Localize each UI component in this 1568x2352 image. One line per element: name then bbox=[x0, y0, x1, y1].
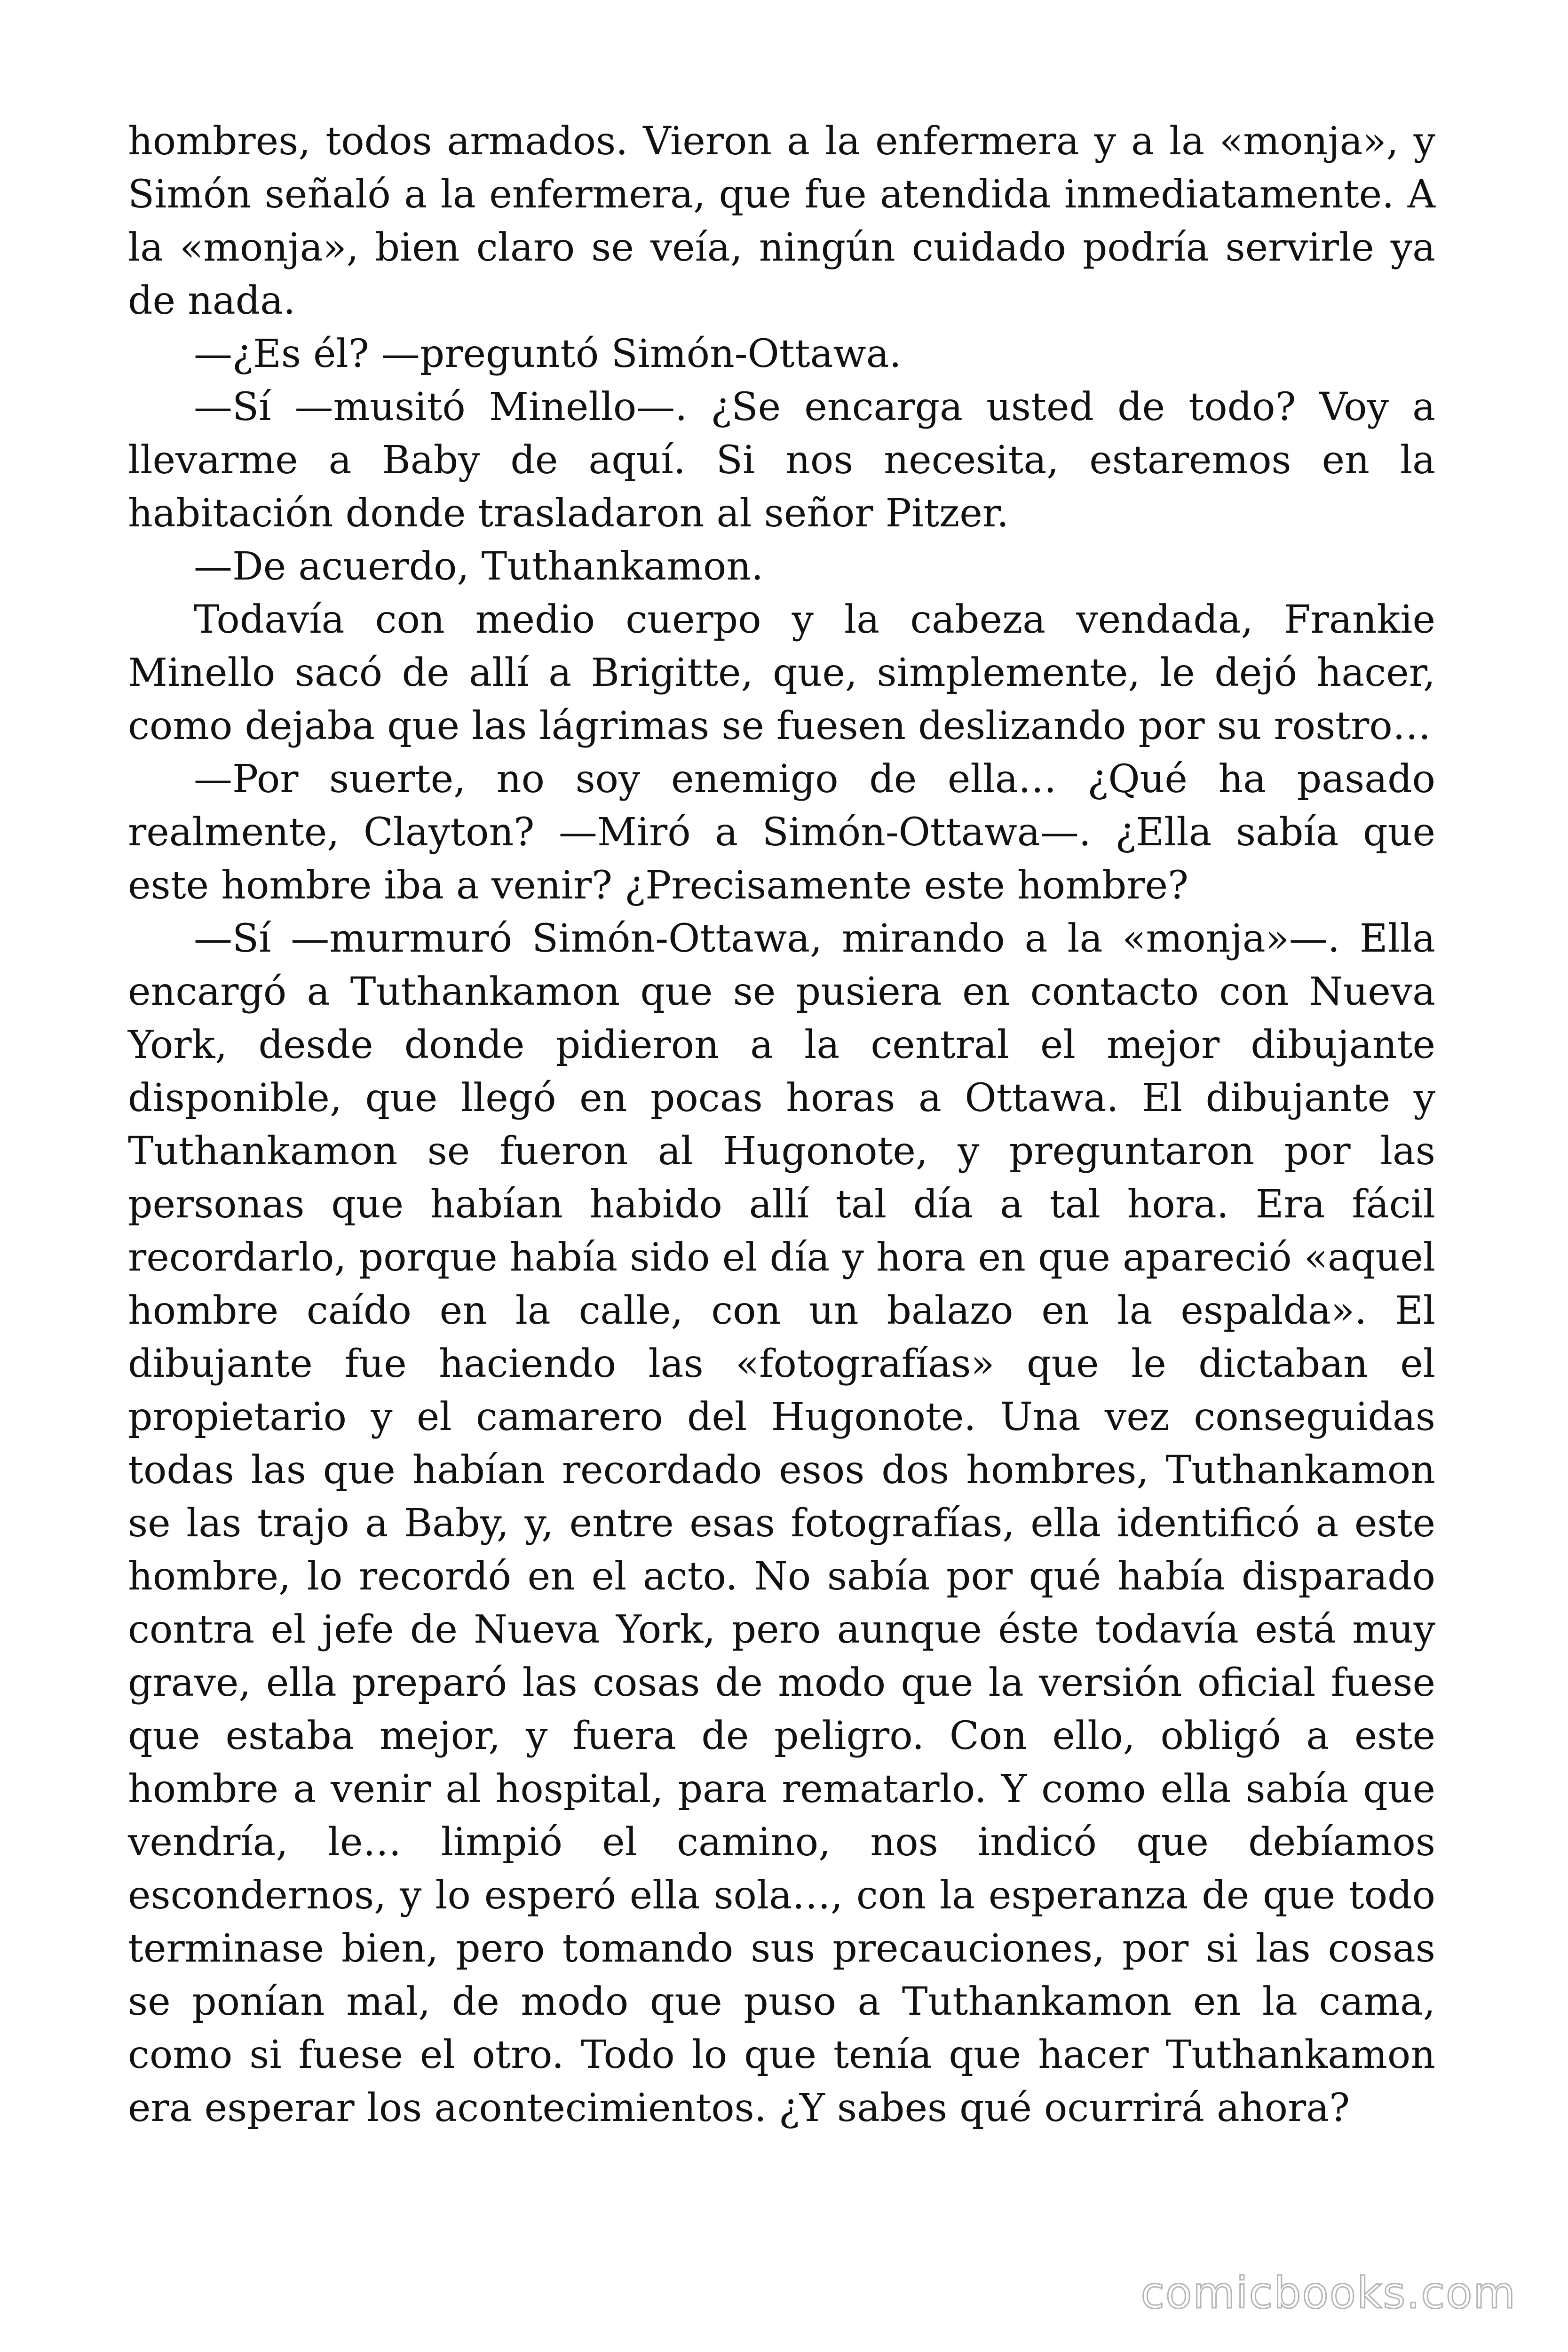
paragraph-continuation: hombres, todos armados. Vieron a la enfermera y a la «monja», y Simón señaló a la enfermera, que fue atendida inmediatamente. A la «monja», bien claro se veía, ningún cuidado podría servirle ya de nada. bbox=[128, 119, 1435, 323]
paragraph-dialogue: —Por suerte, no soy enemigo de ella… ¿Qué ha pasado realmente, Clayton? —Miró a Simón-Ottawa—. ¿Ella sabía que este hombre iba a venir? ¿Precisamente este hombre? bbox=[128, 757, 1435, 908]
paragraph-dialogue: —Sí —murmuró Simón-Ottawa, mirando a la «monja»—. Ella encargó a Tuthankamon que se pusiera en contacto con Nueva York, desde donde pidieron a la central el mejor dibujante disponible, que llegó en pocas horas a Ottawa. El dibujante y Tuthankamon se fueron al Hugonote, y preguntaron por las personas que habían habido allí tal día a tal hora. Era fácil recordarlo, porque había sido el día y hora en que apareció «aquel hombre caído en la calle, con un balazo en la espalda». El dibujante fue haciendo las «fotografías» que le dictaban el propietario y el camarero del Hugonote. Una vez conseguidas todas las que habían recordado esos dos hombres, Tuthankamon se las trajo a Baby, y, entre esas fotografías, ella identificó a este hombre, lo recordó en el acto. No sabía por qué había disparado contra el jefe de Nueva York, pero aunque éste todavía está muy grave, ella preparó las cosas de modo que la versión oficial fuese que estaba mejor, y fuera de peligro. Con ello, obligó a este hombre a venir al hospital, para rematarlo. Y como ella sabía que vendría, le… limpió el camino, nos indicó que debíamos escondernos, y lo esperó ella sola…, con la esperanza de que todo terminase bien, pero tomando sus precauciones, por si las cosas se ponían mal, de modo que puso a Tuthankamon en la cama, como si fuese el otro. Todo lo que tenía que hacer Tuthankamon era esperar los acontecimientos. ¿Y sabes qué ocurrirá ahora? bbox=[128, 916, 1435, 2130]
watermark: comicbooks.com bbox=[1140, 2268, 1516, 2318]
paragraph-dialogue: —De acuerdo, Tuthankamon. bbox=[194, 544, 764, 589]
body-text bbox=[128, 115, 1435, 2135]
paragraph-narration: Todavía con medio cuerpo y la cabeza vendada, Frankie Minello sacó de allí a Brigitte, que, simplemente, le dejó hacer, como dejaba que las lágrimas se fuesen deslizando por su rostro… bbox=[128, 597, 1435, 748]
paragraph-dialogue: —¿Es él? —preguntó Simón-Ottawa. bbox=[194, 332, 902, 376]
paragraph-dialogue: —Sí —musitó Minello—. ¿Se encarga usted de todo? Voy a llevarme a Baby de aquí. Si nos necesita, estaremos en la habitación donde trasladaron al señor Pitzer. bbox=[128, 385, 1435, 536]
